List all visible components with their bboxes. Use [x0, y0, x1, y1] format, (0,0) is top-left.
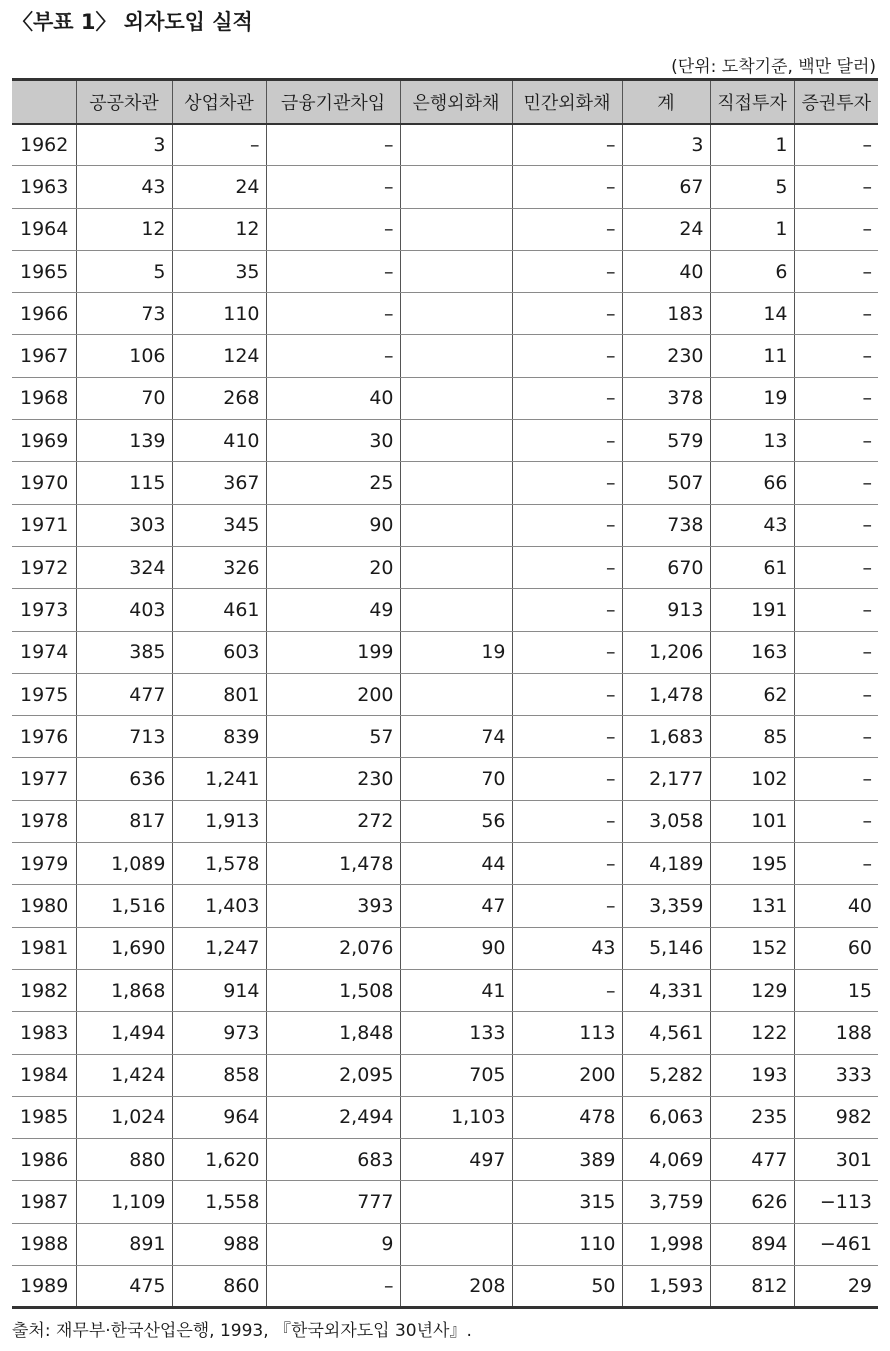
- value-cell: –: [512, 631, 622, 673]
- value-cell: –: [512, 208, 622, 250]
- value-cell: 988: [172, 1223, 266, 1265]
- value-cell: 5: [710, 166, 794, 208]
- value-cell: –: [172, 124, 266, 166]
- value-cell: 1,247: [172, 927, 266, 969]
- value-cell: 1,206: [622, 631, 710, 673]
- value-cell: 43: [512, 927, 622, 969]
- table-row: [12, 1096, 878, 1138]
- value-cell: 860: [172, 1266, 266, 1308]
- value-cell: 44: [400, 843, 512, 885]
- value-cell: 90: [400, 927, 512, 969]
- value-cell: 101: [710, 800, 794, 842]
- value-cell: 4,331: [622, 969, 710, 1011]
- value-cell: 183: [622, 293, 710, 335]
- value-cell: 56: [400, 800, 512, 842]
- table-row: [12, 800, 878, 842]
- value-cell: 152: [710, 927, 794, 969]
- value-cell: 1,868: [76, 969, 172, 1011]
- value-cell: 1,241: [172, 758, 266, 800]
- value-cell: 19: [710, 377, 794, 419]
- value-cell: –: [266, 1266, 400, 1308]
- table-title: 〈부표 1〉 외자도입 실적: [12, 10, 253, 34]
- value-cell: 636: [76, 758, 172, 800]
- value-cell: 389: [512, 1139, 622, 1181]
- column-header: 민간외화채: [512, 80, 622, 124]
- value-cell: 1: [710, 208, 794, 250]
- table-row: [12, 420, 878, 462]
- value-cell: –: [512, 843, 622, 885]
- value-cell: –: [794, 124, 878, 166]
- table-row: [12, 208, 878, 250]
- value-cell: –: [794, 335, 878, 377]
- value-cell: 461: [172, 589, 266, 631]
- value-cell: 67: [622, 166, 710, 208]
- value-cell: 1,403: [172, 885, 266, 927]
- table-row: [12, 462, 878, 504]
- value-cell: –: [512, 800, 622, 842]
- value-cell: 15: [794, 969, 878, 1011]
- year-cell: 1977: [12, 758, 76, 800]
- table-row: [12, 1012, 878, 1054]
- value-cell: 40: [266, 377, 400, 419]
- table-body: [12, 124, 878, 1308]
- value-cell: 208: [400, 1266, 512, 1308]
- value-cell: 57: [266, 716, 400, 758]
- value-cell: 2,177: [622, 758, 710, 800]
- value-cell: 1,494: [76, 1012, 172, 1054]
- value-cell: 303: [76, 504, 172, 546]
- value-cell: 385: [76, 631, 172, 673]
- value-cell: 110: [172, 293, 266, 335]
- year-cell: 1963: [12, 166, 76, 208]
- value-cell: 85: [710, 716, 794, 758]
- table-row: [12, 335, 878, 377]
- value-cell: –: [512, 293, 622, 335]
- value-cell: 102: [710, 758, 794, 800]
- value-cell: 106: [76, 335, 172, 377]
- value-cell: 1,508: [266, 969, 400, 1011]
- value-cell: 3: [622, 124, 710, 166]
- value-cell: 66: [710, 462, 794, 504]
- value-cell: 43: [76, 166, 172, 208]
- value-cell: 5,146: [622, 927, 710, 969]
- value-cell: 817: [76, 800, 172, 842]
- value-cell: 1,109: [76, 1181, 172, 1223]
- year-cell: 1974: [12, 631, 76, 673]
- column-header: 은행외화채: [400, 80, 512, 124]
- year-cell: 1981: [12, 927, 76, 969]
- value-cell: 11: [710, 335, 794, 377]
- value-cell: –: [266, 250, 400, 292]
- value-cell: 1,683: [622, 716, 710, 758]
- value-cell: 894: [710, 1223, 794, 1265]
- value-cell: [400, 335, 512, 377]
- value-cell: –: [794, 462, 878, 504]
- value-cell: 122: [710, 1012, 794, 1054]
- value-cell: 43: [710, 504, 794, 546]
- value-cell: 124: [172, 335, 266, 377]
- value-cell: –: [512, 589, 622, 631]
- value-cell: 29: [794, 1266, 878, 1308]
- value-cell: 60: [794, 927, 878, 969]
- value-cell: –: [266, 335, 400, 377]
- value-cell: –: [512, 335, 622, 377]
- value-cell: [400, 208, 512, 250]
- year-cell: 1965: [12, 250, 76, 292]
- value-cell: 301: [794, 1139, 878, 1181]
- value-cell: –: [512, 885, 622, 927]
- value-cell: 1,848: [266, 1012, 400, 1054]
- value-cell: 973: [172, 1012, 266, 1054]
- value-cell: 20: [266, 546, 400, 588]
- value-cell: 5: [76, 250, 172, 292]
- year-cell: 1978: [12, 800, 76, 842]
- value-cell: [400, 589, 512, 631]
- value-cell: 315: [512, 1181, 622, 1223]
- value-cell: 193: [710, 1054, 794, 1096]
- value-cell: –: [266, 166, 400, 208]
- table-row: [12, 124, 878, 166]
- value-cell: 477: [710, 1139, 794, 1181]
- value-cell: 1,478: [622, 673, 710, 715]
- value-cell: –: [794, 631, 878, 673]
- value-cell: [400, 124, 512, 166]
- value-cell: 62: [710, 673, 794, 715]
- value-cell: 1,424: [76, 1054, 172, 1096]
- value-cell: 47: [400, 885, 512, 927]
- value-cell: 378: [622, 377, 710, 419]
- value-cell: –: [512, 758, 622, 800]
- table-row: [12, 843, 878, 885]
- value-cell: 913: [622, 589, 710, 631]
- value-cell: –: [794, 546, 878, 588]
- value-cell: [400, 293, 512, 335]
- year-cell: 1964: [12, 208, 76, 250]
- value-cell: –: [512, 504, 622, 546]
- value-cell: [400, 673, 512, 715]
- value-cell: 705: [400, 1054, 512, 1096]
- value-cell: –: [512, 166, 622, 208]
- year-cell: 1986: [12, 1139, 76, 1181]
- value-cell: 41: [400, 969, 512, 1011]
- value-cell: [400, 420, 512, 462]
- value-cell: 1,690: [76, 927, 172, 969]
- value-cell: 12: [172, 208, 266, 250]
- value-cell: [400, 462, 512, 504]
- value-cell: [400, 504, 512, 546]
- value-cell: 199: [266, 631, 400, 673]
- year-cell: 1982: [12, 969, 76, 1011]
- value-cell: 50: [512, 1266, 622, 1308]
- value-cell: 19: [400, 631, 512, 673]
- value-cell: −113: [794, 1181, 878, 1223]
- column-header: 계: [622, 80, 710, 124]
- value-cell: –: [512, 250, 622, 292]
- value-cell: [400, 250, 512, 292]
- value-cell: 1,478: [266, 843, 400, 885]
- value-cell: 139: [76, 420, 172, 462]
- year-cell: 1976: [12, 716, 76, 758]
- table-row: [12, 546, 878, 588]
- value-cell: 324: [76, 546, 172, 588]
- value-cell: 326: [172, 546, 266, 588]
- value-cell: –: [794, 589, 878, 631]
- value-cell: 1,913: [172, 800, 266, 842]
- year-cell: 1962: [12, 124, 76, 166]
- value-cell: 1,103: [400, 1096, 512, 1138]
- value-cell: 131: [710, 885, 794, 927]
- value-cell: 4,069: [622, 1139, 710, 1181]
- value-cell: 235: [710, 1096, 794, 1138]
- value-cell: –: [512, 969, 622, 1011]
- value-cell: 1,593: [622, 1266, 710, 1308]
- value-cell: 345: [172, 504, 266, 546]
- value-cell: 35: [172, 250, 266, 292]
- value-cell: 188: [794, 1012, 878, 1054]
- table-row: [12, 885, 878, 927]
- value-cell: 713: [76, 716, 172, 758]
- year-cell: 1980: [12, 885, 76, 927]
- column-header: 공공차관: [76, 80, 172, 124]
- value-cell: 14: [710, 293, 794, 335]
- value-cell: −461: [794, 1223, 878, 1265]
- year-cell: 1989: [12, 1266, 76, 1308]
- table-row: [12, 716, 878, 758]
- value-cell: –: [512, 377, 622, 419]
- value-cell: –: [512, 546, 622, 588]
- value-cell: 230: [622, 335, 710, 377]
- column-header: 증권투자: [794, 80, 878, 124]
- value-cell: [400, 1223, 512, 1265]
- value-cell: 403: [76, 589, 172, 631]
- value-cell: 333: [794, 1054, 878, 1096]
- value-cell: –: [266, 208, 400, 250]
- year-cell: 1988: [12, 1223, 76, 1265]
- value-cell: 1,998: [622, 1223, 710, 1265]
- value-cell: 13: [710, 420, 794, 462]
- value-cell: 24: [172, 166, 266, 208]
- value-cell: –: [512, 673, 622, 715]
- value-cell: 230: [266, 758, 400, 800]
- value-cell: –: [512, 716, 622, 758]
- value-cell: –: [794, 843, 878, 885]
- foreign-capital-table: [12, 78, 878, 1309]
- value-cell: 497: [400, 1139, 512, 1181]
- value-cell: –: [794, 758, 878, 800]
- value-cell: 90: [266, 504, 400, 546]
- table-row: [12, 927, 878, 969]
- table-row: [12, 377, 878, 419]
- table-row: [12, 758, 878, 800]
- value-cell: –: [794, 250, 878, 292]
- value-cell: 163: [710, 631, 794, 673]
- table-row: [12, 1266, 878, 1308]
- table-row: [12, 1139, 878, 1181]
- value-cell: 3,058: [622, 800, 710, 842]
- value-cell: 964: [172, 1096, 266, 1138]
- value-cell: 367: [172, 462, 266, 504]
- value-cell: 30: [266, 420, 400, 462]
- table-row: [12, 250, 878, 292]
- value-cell: –: [512, 462, 622, 504]
- value-cell: 61: [710, 546, 794, 588]
- value-cell: 1,578: [172, 843, 266, 885]
- value-cell: 478: [512, 1096, 622, 1138]
- value-cell: –: [794, 166, 878, 208]
- value-cell: 4,189: [622, 843, 710, 885]
- value-cell: 5,282: [622, 1054, 710, 1096]
- value-cell: 1,516: [76, 885, 172, 927]
- value-cell: 626: [710, 1181, 794, 1223]
- year-cell: 1966: [12, 293, 76, 335]
- year-cell: 1968: [12, 377, 76, 419]
- value-cell: –: [794, 420, 878, 462]
- value-cell: 1,558: [172, 1181, 266, 1223]
- value-cell: –: [794, 673, 878, 715]
- value-cell: 191: [710, 589, 794, 631]
- value-cell: 6,063: [622, 1096, 710, 1138]
- year-cell: 1979: [12, 843, 76, 885]
- source-note: 출처: 재무부·한국산업은행, 1993, 『한국외자도입 30년사』.: [12, 1321, 472, 1341]
- value-cell: 1,089: [76, 843, 172, 885]
- value-cell: 25: [266, 462, 400, 504]
- value-cell: 115: [76, 462, 172, 504]
- value-cell: 914: [172, 969, 266, 1011]
- value-cell: 507: [622, 462, 710, 504]
- value-cell: –: [794, 208, 878, 250]
- year-cell: 1975: [12, 673, 76, 715]
- value-cell: 393: [266, 885, 400, 927]
- value-cell: –: [512, 124, 622, 166]
- table-row: [12, 631, 878, 673]
- value-cell: 110: [512, 1223, 622, 1265]
- value-cell: 477: [76, 673, 172, 715]
- value-cell: 3,359: [622, 885, 710, 927]
- value-cell: 2,095: [266, 1054, 400, 1096]
- value-cell: 2,076: [266, 927, 400, 969]
- value-cell: 3,759: [622, 1181, 710, 1223]
- value-cell: 70: [400, 758, 512, 800]
- column-header: 직접투자: [710, 80, 794, 124]
- value-cell: 801: [172, 673, 266, 715]
- header-year-cell: [12, 80, 76, 124]
- value-cell: –: [512, 420, 622, 462]
- year-cell: 1984: [12, 1054, 76, 1096]
- year-cell: 1967: [12, 335, 76, 377]
- table-row: [12, 589, 878, 631]
- table-row: [12, 293, 878, 335]
- year-cell: 1973: [12, 589, 76, 631]
- value-cell: [400, 1181, 512, 1223]
- value-cell: 24: [622, 208, 710, 250]
- value-cell: 70: [76, 377, 172, 419]
- value-cell: 2,494: [266, 1096, 400, 1138]
- unit-note: (단위: 도착기준, 백만 달러): [671, 57, 876, 77]
- value-cell: –: [794, 800, 878, 842]
- value-cell: 1: [710, 124, 794, 166]
- value-cell: –: [794, 377, 878, 419]
- value-cell: [400, 377, 512, 419]
- value-cell: 4,561: [622, 1012, 710, 1054]
- value-cell: 880: [76, 1139, 172, 1181]
- value-cell: –: [794, 504, 878, 546]
- header-row: [12, 80, 878, 124]
- table-row: [12, 673, 878, 715]
- value-cell: 603: [172, 631, 266, 673]
- year-cell: 1983: [12, 1012, 76, 1054]
- value-cell: 891: [76, 1223, 172, 1265]
- table-row: [12, 1223, 878, 1265]
- value-cell: 1,024: [76, 1096, 172, 1138]
- value-cell: 133: [400, 1012, 512, 1054]
- value-cell: 200: [266, 673, 400, 715]
- value-cell: 129: [710, 969, 794, 1011]
- value-cell: 268: [172, 377, 266, 419]
- value-cell: 670: [622, 546, 710, 588]
- value-cell: 982: [794, 1096, 878, 1138]
- value-cell: –: [266, 124, 400, 166]
- year-cell: 1987: [12, 1181, 76, 1223]
- value-cell: 410: [172, 420, 266, 462]
- value-cell: 839: [172, 716, 266, 758]
- value-cell: [400, 546, 512, 588]
- value-cell: 200: [512, 1054, 622, 1096]
- table-row: [12, 166, 878, 208]
- value-cell: 1,620: [172, 1139, 266, 1181]
- value-cell: 74: [400, 716, 512, 758]
- value-cell: –: [794, 293, 878, 335]
- value-cell: 6: [710, 250, 794, 292]
- year-cell: 1972: [12, 546, 76, 588]
- value-cell: 40: [622, 250, 710, 292]
- value-cell: –: [794, 716, 878, 758]
- column-header: 금융기관차입: [266, 80, 400, 124]
- value-cell: [400, 166, 512, 208]
- value-cell: 73: [76, 293, 172, 335]
- year-cell: 1985: [12, 1096, 76, 1138]
- table-row: [12, 504, 878, 546]
- value-cell: 3: [76, 124, 172, 166]
- value-cell: 683: [266, 1139, 400, 1181]
- value-cell: 272: [266, 800, 400, 842]
- year-cell: 1971: [12, 504, 76, 546]
- value-cell: –: [266, 293, 400, 335]
- value-cell: 777: [266, 1181, 400, 1223]
- value-cell: 195: [710, 843, 794, 885]
- value-cell: 40: [794, 885, 878, 927]
- column-header: 상업차관: [172, 80, 266, 124]
- year-cell: 1969: [12, 420, 76, 462]
- value-cell: 12: [76, 208, 172, 250]
- value-cell: 49: [266, 589, 400, 631]
- value-cell: 9: [266, 1223, 400, 1265]
- value-cell: 812: [710, 1266, 794, 1308]
- value-cell: 113: [512, 1012, 622, 1054]
- value-cell: 738: [622, 504, 710, 546]
- table-row: [12, 1181, 878, 1223]
- value-cell: 858: [172, 1054, 266, 1096]
- table-row: [12, 1054, 878, 1096]
- table-row: [12, 969, 878, 1011]
- year-cell: 1970: [12, 462, 76, 504]
- value-cell: 579: [622, 420, 710, 462]
- value-cell: 475: [76, 1266, 172, 1308]
